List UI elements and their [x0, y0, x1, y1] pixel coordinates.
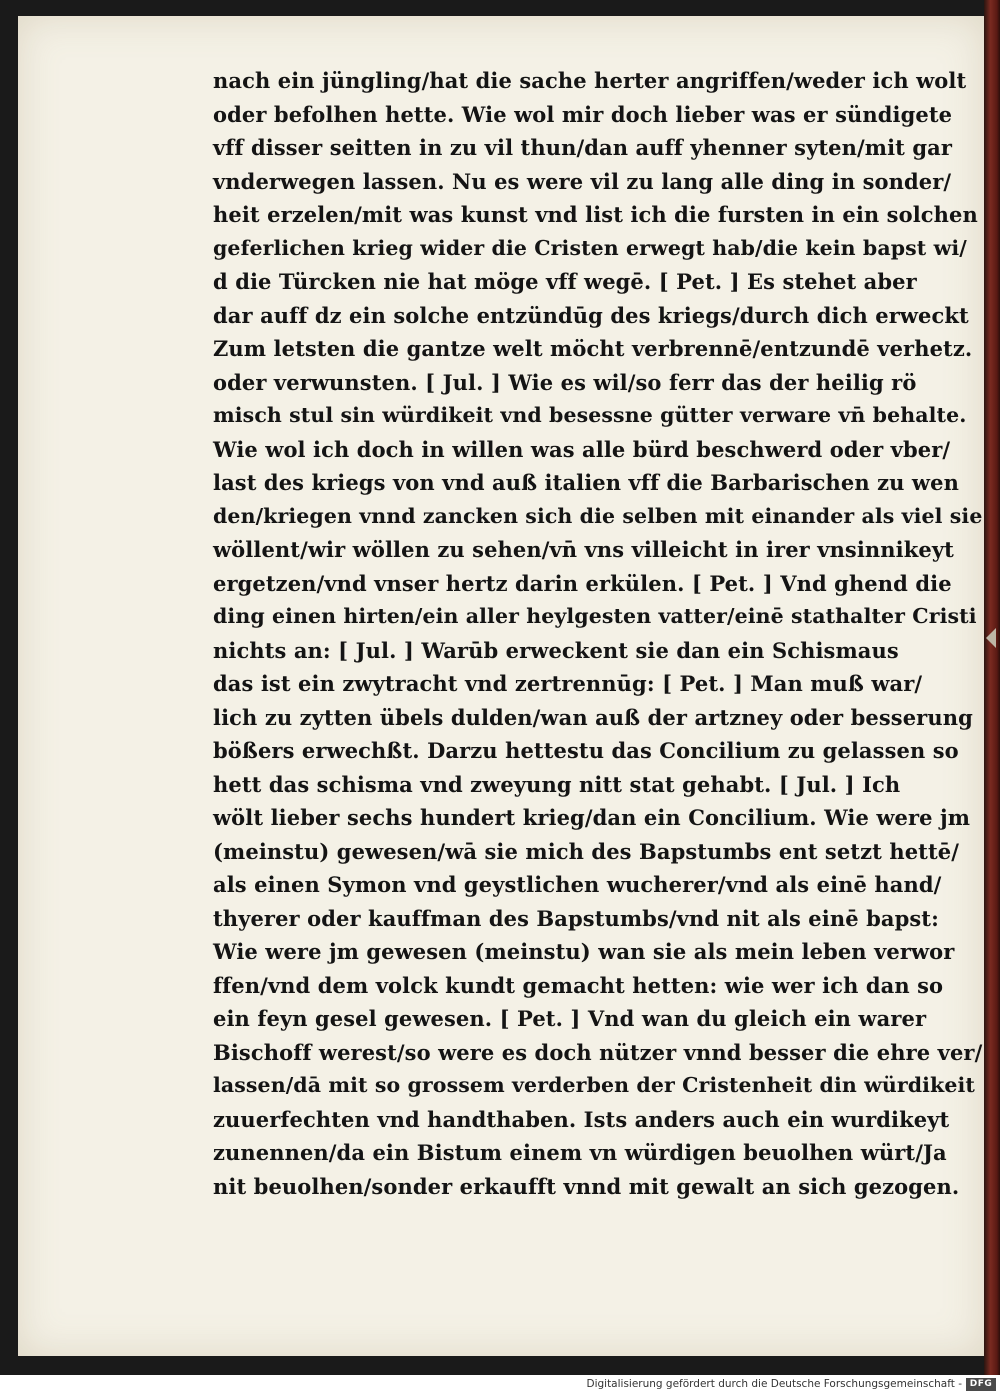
text-line: hett das schisma vnd zweyung nitt stat gehabt. [ Jul. ] Ich — [213, 771, 901, 797]
text-line: heit erzelen/mit was kunst vnd list ich die fursten in ein solchen — [213, 202, 978, 227]
text-line: vnderwegen lassen. Nu es were vil zu lang alle ding in sonder/ — [213, 168, 952, 194]
text-line: Zum letsten die gantze welt möcht verbrennē/entzundē verhetz. — [213, 336, 973, 361]
page-clip-marker — [986, 628, 996, 648]
funding-credit: Digitalisierung gefördert durch die Deutsche Forschungsgemeinschaft - — [586, 1378, 962, 1390]
text-line: d die Türcken nie hat möge vff wegē. [ Pet. ] Es stehet aber — [213, 269, 917, 294]
page-text-block — [213, 64, 983, 1203]
text-line: den/kriegen vnnd zancken sich die selben mit einander als viel sie — [213, 503, 983, 528]
text-line: lich zu zytten übels dulden/wan auß der artzney oder besserung — [213, 704, 973, 730]
text-line: ein feyn gesel gewesen. [ Pet. ] Vnd wan du gleich ein warer — [213, 1006, 927, 1031]
text-line: bößers erwechßt. Darzu hettestu das Concilium zu gelassen so — [213, 738, 959, 763]
text-line: nach ein jüngling/hat die sache herter angriffen/weder ich wolt — [213, 68, 967, 93]
text-line: wöllent/wir wöllen zu sehen/vn̄ vns villeicht in irer vnsinnikeyt — [213, 537, 954, 562]
text-line: thyerer oder kauffman des Bapstumbs/vnd nit als einē bapst: — [213, 905, 939, 931]
text-line: (meinstu) gewesen/wā sie mich des Bapstumbs ent setzt hettē/ — [213, 838, 960, 864]
text-line: Bischoff werest/so were es doch nützer vnnd besser die ehre ver/ — [213, 1039, 983, 1065]
text-line: Wie wol ich doch in willen was alle bürd beschwerd oder vber/ — [213, 436, 951, 462]
text-line: als einen Symon vnd geystlichen wucherer/vnd als einē hand/ — [213, 872, 942, 897]
book-page — [18, 16, 984, 1356]
text-line: oder befolhen hette. Wie wol mir doch lieber was er sündigete — [213, 101, 953, 127]
text-line: ding einen hirten/ein aller heylgesten vatter/einē stathalter Cristi — [213, 604, 977, 628]
text-line: das ist ein zwytracht vnd zertrennūg: [ Pet. ] Man muß war/ — [213, 671, 923, 696]
text-line: vff disser seitten in zu vil thun/dan auff yhenner syten/mit gar — [213, 135, 953, 160]
text-line: geferlichen krieg wider die Cristen erwegt hab/die kein bapst wi/ — [213, 235, 967, 260]
text-line: ergetzen/vnd vnser hertz darin erkülen. [ Pet. ] Vnd ghend die — [213, 570, 952, 596]
text-line: zuuerfechten vnd handthaben. Ists anders auch ein wurdikeyt — [213, 1106, 950, 1132]
text-line: ffen/vnd dem volck kundt gemacht hetten: wie wer ich dan so — [213, 972, 944, 998]
footer-bar — [0, 1375, 1000, 1395]
dfg-logo: DFG — [966, 1378, 996, 1391]
text-line: wölt lieber sechs hundert krieg/dan ein Concilium. Wie were jm — [213, 805, 971, 830]
text-line: last des kriegs von vnd auß italien vff die Barbarischen zu wen — [213, 470, 959, 495]
text-line: zunennen/da ein Bistum einem vn würdigen beuolhen würt/Ja — [213, 1140, 947, 1165]
text-line: dar auff dz ein solche entzündūg des kriegs/durch dich erweckt — [213, 302, 969, 328]
text-line: nichts an: [ Jul. ] Warūb erweckent sie dan ein Schismaus — [213, 637, 899, 663]
text-line: nit beuolhen/sonder erkaufft vnnd mit gewalt an sich gezogen. — [213, 1173, 960, 1199]
text-line: lassen/dā mit so grossem verderben der Cristenheit din würdikeit — [213, 1073, 975, 1097]
text-line: oder verwunsten. [ Jul. ] Wie es wil/so ferr das der heilig rö — [213, 369, 917, 395]
book-binding-edge — [984, 0, 1000, 1375]
text-line: Wie were jm gewesen (meinstu) wan sie als mein leben verwor — [213, 939, 955, 964]
text-line: misch stul sin würdikeit vnd besessne gütter verware vn̄ behalte. — [213, 403, 967, 427]
